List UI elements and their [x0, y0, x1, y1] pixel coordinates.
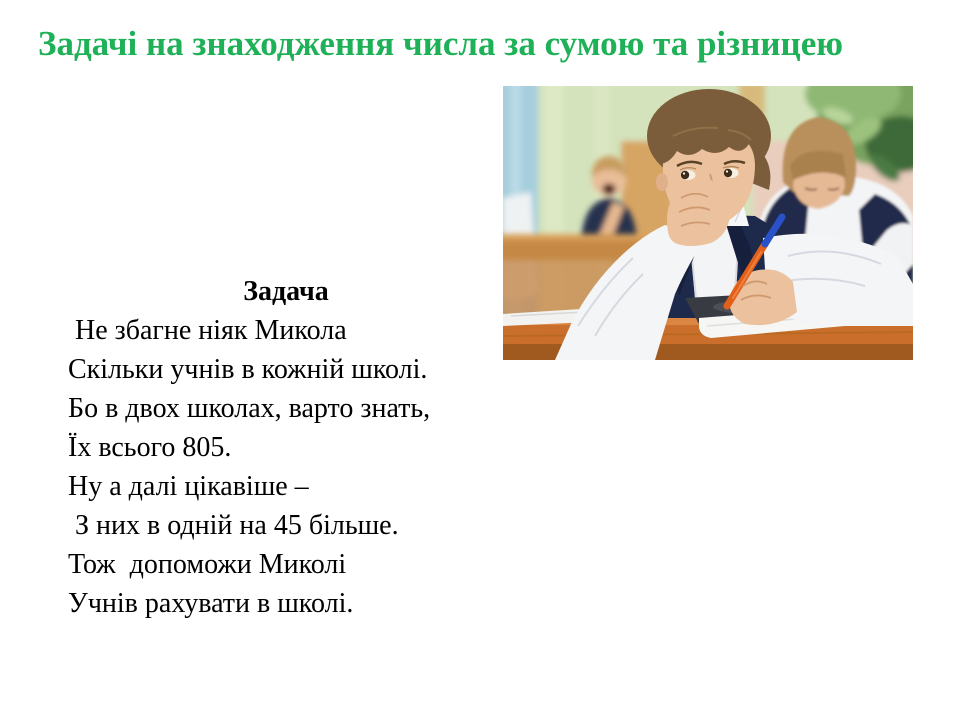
problem-text-block — [68, 272, 504, 623]
poem-line-2: Скільки учнів в кожній школі. — [68, 354, 428, 385]
poem-line-7: Тож допоможи Миколі — [68, 549, 347, 580]
classroom-photo — [503, 86, 913, 360]
poem-line-5: Ну а далі цікавіше – — [68, 471, 309, 502]
poem-line-4: Їх всього 805. — [68, 432, 232, 463]
problem-heading: Задача — [243, 276, 329, 307]
slide-title: Задачі на знаходження числа за сумою та різницею — [38, 24, 843, 63]
poem-line-6: З них в одній на 45 більше. — [68, 510, 399, 541]
poem-line-8: Учнів рахувати в школі. — [68, 588, 354, 619]
poem-line-1: Не збагне ніяк Микола — [68, 315, 347, 346]
classroom-photo-illustration — [503, 86, 913, 360]
poem-line-3: Бо в двох школах, варто знать, — [68, 393, 431, 424]
